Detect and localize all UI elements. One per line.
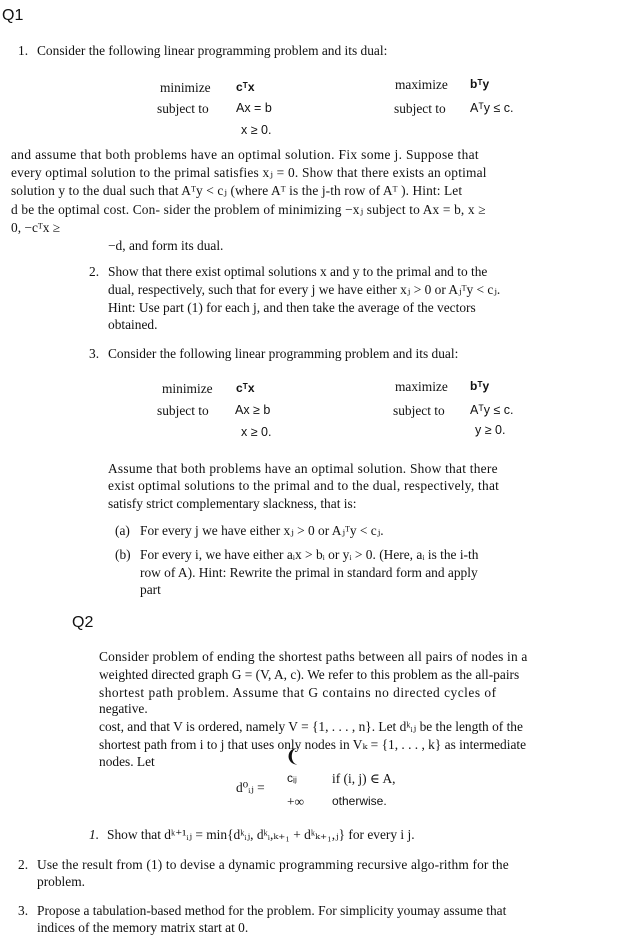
lp1-dual-constraint-1: Aᵀy ≤ c.: [470, 101, 514, 115]
q1-item3-intro: Consider the following linear programming problem and its dual:: [108, 346, 459, 361]
q1-body-line-6: −d, and form its dual.: [108, 238, 224, 253]
lp1-primal-objective-keyword: minimize: [160, 80, 211, 95]
formula-case-1-value: cᵢⱼ: [287, 771, 297, 785]
lp2-primal-constraint-2: x ≥ 0.: [241, 425, 272, 439]
lp2-dual-objective-keyword: maximize: [395, 379, 448, 394]
lp2-dual-objective: bᵀy: [470, 379, 490, 393]
q1-item1-number: 1.: [18, 43, 29, 58]
q1-heading: Q1: [2, 7, 24, 24]
q2-line-6: shortest path from i to j that uses only nodes in Vₖ = {1, . . . , k} as intermediate: [99, 737, 527, 752]
q2-line-3: shortest path problem. Assume that G contains no directed cycles of: [99, 685, 497, 700]
lp1-primal-objective: cᵀx: [236, 80, 255, 94]
lp2-primal-objective-keyword: minimize: [162, 381, 213, 396]
q1-body-line-3: solution y to the dual such that Aᵀy < cⱼ (where Aᵀ is the j-th row of Aᵀ ). Hint: Let: [11, 183, 463, 198]
q1-item3-line-3: satisfy strict complementary slackness, that is:: [108, 496, 357, 511]
lp2-dual-subject-to: subject to: [393, 403, 445, 418]
q2-line-5: cost, and that V is ordered, namely V = {1, . . . , n}. Let dᵏᵢⱼ be the length of the: [99, 719, 523, 734]
q2-item3-line-1: Propose a tabulation-based method for the problem. For simplicity youmay assume that: [37, 903, 507, 918]
lp2-primal-constraint-1: Ax ≥ b: [235, 403, 271, 417]
q1-body-line-2: every optimal solution to the primal satisfies xⱼ = 0. Show that there exists an optimal: [11, 165, 487, 180]
q2-item3-line-2: indices of the memory matrix start at 0.: [37, 920, 249, 935]
lp2-primal-subject-to: subject to: [157, 403, 209, 418]
formula-lhs: d⁰ᵢⱼ =: [236, 780, 265, 795]
q2-item1-number: 1.: [89, 827, 100, 842]
lp1-dual-subject-to: subject to: [394, 101, 446, 116]
q1-item3-b-line-3: part: [140, 582, 161, 597]
q1-item3-b-line-1: For every i, we have either aᵢx > bᵢ or yᵢ > 0. (Here, aᵢ is the i-th: [140, 547, 479, 562]
lp2-dual-constraint-1: Aᵀy ≤ c.: [470, 403, 514, 417]
left-brace-icon: ❨: [285, 746, 301, 767]
q1-item3-b-label: (b): [115, 547, 131, 562]
lp2-dual-constraint-2: y ≥ 0.: [475, 423, 506, 437]
formula-case-1-condition: if (i, j) ∈ A,: [332, 771, 396, 786]
lp1-primal-subject-to: subject to: [157, 101, 209, 116]
q2-line-1: Consider problem of ending the shortest paths between all pairs of nodes in a: [99, 649, 528, 664]
q1-body-line-5: 0, −cᵀx ≥: [11, 220, 61, 235]
q2-item1-text: Show that dᵏ⁺¹ᵢⱼ = min{dᵏᵢⱼ, dᵏᵢ,ₖ₊₁ + dᵏₖ₊₁,ⱼ} for every i j.: [107, 827, 415, 842]
q1-item2-line-4: obtained.: [108, 317, 158, 332]
q2-heading: Q2: [72, 614, 94, 631]
formula-case-2-value: +∞: [287, 794, 305, 809]
q2-line-4: negative.: [99, 701, 148, 716]
q2-line-2: weighted directed graph G = (V, A, c). We refer to this problem as the all-pairs: [99, 667, 520, 682]
q2-item2-line-2: problem.: [37, 874, 85, 889]
lp1-primal-constraint-1: Ax = b: [236, 101, 272, 115]
q1-item1-intro: Consider the following linear programming problem and its dual:: [37, 43, 388, 58]
q2-item2-line-1: Use the result from (1) to devise a dynamic programming recursive algo-rithm for the: [37, 857, 509, 872]
lp1-dual-objective-keyword: maximize: [395, 77, 448, 92]
q1-item3-number: 3.: [89, 346, 100, 361]
lp1-primal-constraint-2: x ≥ 0.: [241, 123, 272, 137]
q1-item2-line-1: Show that there exist optimal solutions x and y to the primal and to the: [108, 264, 488, 279]
q1-item3-a-text: For every j we have either xⱼ > 0 or Aⱼᵀy < cⱼ.: [140, 523, 384, 538]
formula-case-2-condition: otherwise.: [332, 794, 387, 808]
q1-item3-a-label: (a): [115, 523, 130, 538]
q1-body-line-1: and assume that both problems have an optimal solution. Fix some j. Suppose that: [11, 147, 479, 162]
q1-item3-b-line-2: row of A). Hint: Rewrite the primal in standard form and apply: [140, 565, 478, 580]
lp1-dual-objective: bᵀy: [470, 77, 490, 91]
q1-item3-line-1: Assume that both problems have an optimal solution. Show that there: [108, 461, 498, 476]
lp2-primal-objective: cᵀx: [236, 381, 255, 395]
q1-body-line-4: d be the optimal cost. Con- sider the problem of minimizing −xⱼ subject to Ax = b, x ≥: [11, 202, 486, 217]
q2-item2-number: 2.: [18, 857, 29, 872]
q2-item3-number: 3.: [18, 903, 29, 918]
q1-item2-number: 2.: [89, 264, 100, 279]
q1-item2-line-3: Hint: Use part (1) for each j, and then take the average of the vectors: [108, 300, 476, 315]
q2-line-7: nodes. Let: [99, 754, 155, 769]
q1-item2-line-2: dual, respectively, such that for every j we have either xⱼ > 0 or Aⱼᵀy < cⱼ.: [108, 282, 501, 297]
q1-item3-line-2: exist optimal solutions to the primal and to the dual, respectively, that: [108, 478, 500, 493]
